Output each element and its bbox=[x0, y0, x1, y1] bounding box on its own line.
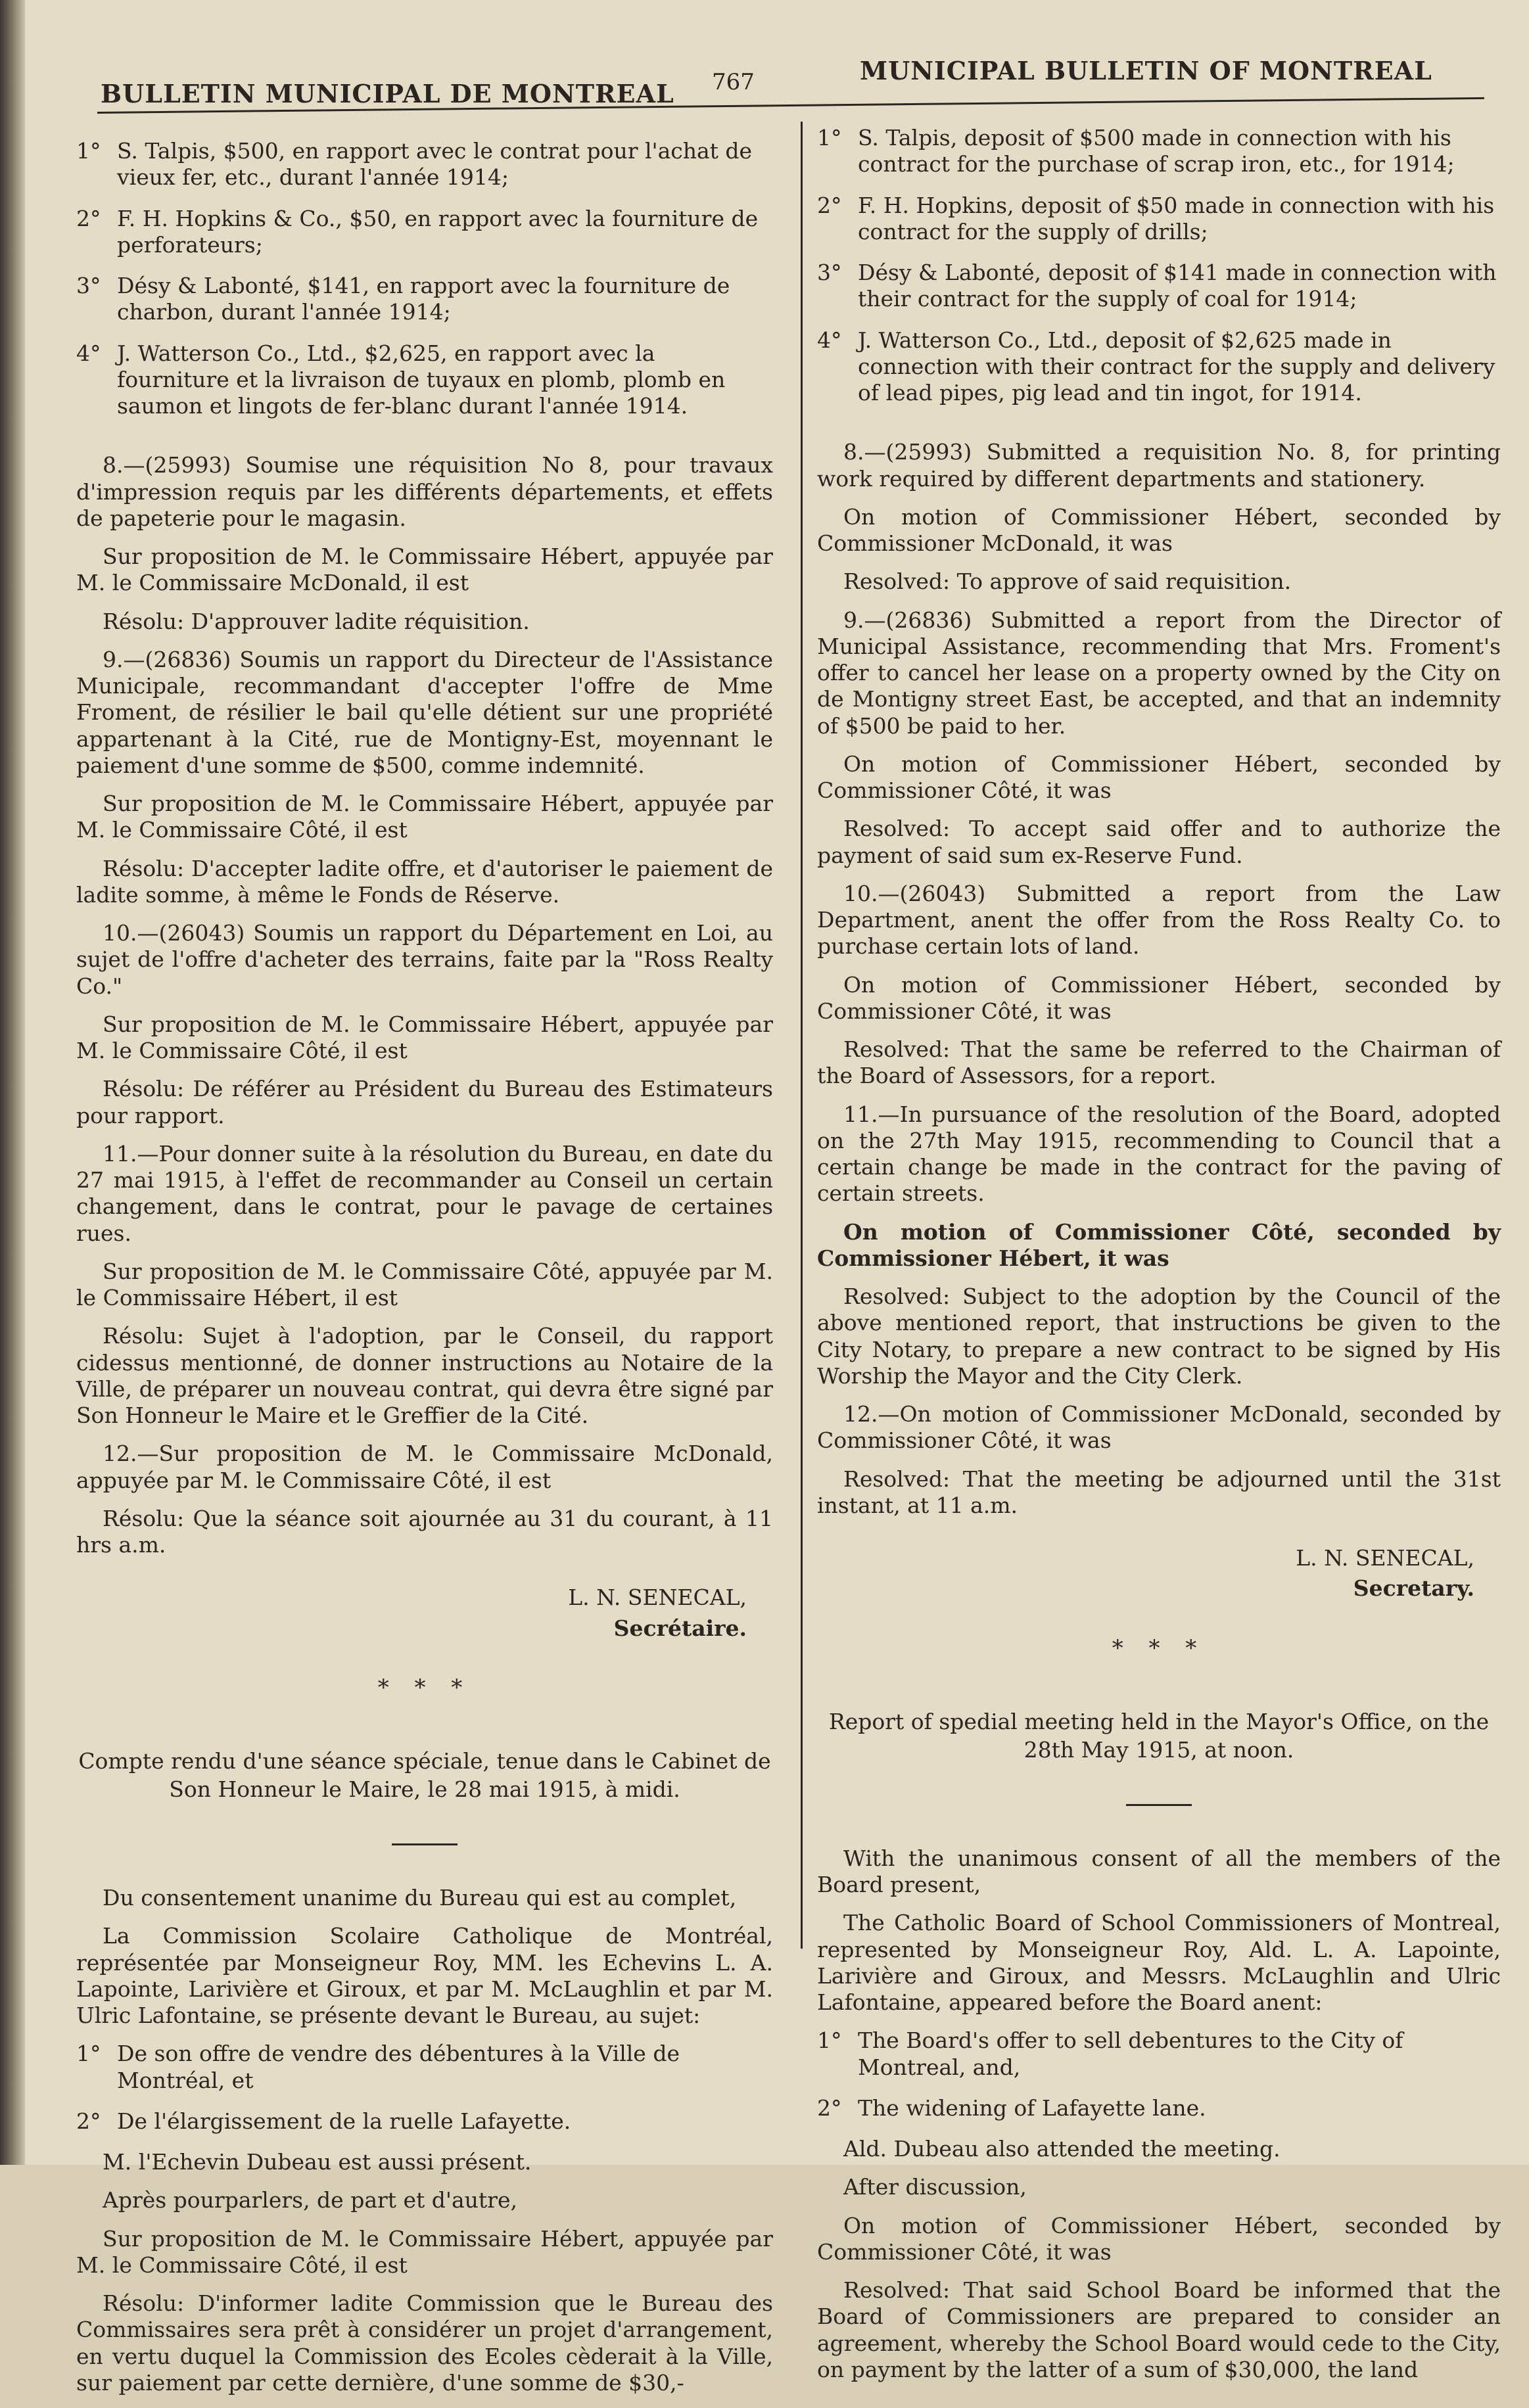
header-title-english: MUNICIPAL BULLETIN OF MONTREAL bbox=[860, 56, 1432, 85]
list-item: 1° De son offre de vendre des débentures à la Ville de Montréal, et bbox=[76, 2041, 680, 2093]
final-resolution: Résolu: D'informer ladite Commission que le Bureau des Commissaires sera prêt à considérer un projet d'arrangement, en vertu duquel la Commission des Ecoles cèderait à la Ville, sur paiement par cette dernière, d'une somme de $30,- bbox=[76, 2290, 773, 2396]
final-motion: Sur proposition de M. le Commissaire Hébert, appuyée par M. le Commissaire Côté, il est bbox=[76, 2225, 773, 2278]
list-item: 1° S. Talpis, $500, en rapport avec le contrat pour l'achat de vieux fer, etc., durant l'année 1914; bbox=[76, 138, 753, 191]
dubeau-paragraph: M. l'Echevin Dubeau est aussi présent. bbox=[103, 2149, 532, 2175]
paragraph-10: 10.—(26043) Submitted a report from the Law Department, anent the offer from the Ross Realty Co. to purchase certain lots of land. bbox=[817, 880, 1501, 960]
signature-title: Secrétaire. bbox=[613, 1615, 747, 1641]
motion-9: Sur proposition de M. le Commissaire Hébert, appuyée par M. le Commissaire Côté, il est bbox=[76, 791, 773, 843]
list-item: 1° S. Talpis, deposit of $500 made in connection with his contract for the purchase of scrap iron, etc., for 1914; bbox=[817, 125, 1455, 177]
dubeau-paragraph: Ald. Dubeau also attended the meeting. bbox=[843, 2136, 1281, 2162]
motion-8: Sur proposition de M. le Commissaire Hébert, appuyée par M. le Commissaire McDonald, il est bbox=[76, 544, 773, 596]
english-column bbox=[817, 125, 1501, 2395]
page-number: 767 bbox=[712, 69, 755, 95]
consent-paragraph: With the unanimous consent of all the members of the Board present, bbox=[817, 1845, 1501, 1897]
motion-11: On motion of Commissioner Côté, seconded by Commissioner Hébert, it was bbox=[817, 1218, 1501, 1271]
list-item: 2° F. H. Hopkins & Co., $50, en rapport avec la fourniture de perforateurs; bbox=[76, 205, 759, 258]
final-motion: On motion of Commissioner Hébert, seconded by Commissioner Côté, it was bbox=[817, 2212, 1501, 2265]
paragraph-11: 11.—Pour donner suite à la résolution du Bureau, en date du 27 mai 1915, à l'effet de recommander au Conseil un certain changement, dans le contrat, pour le pavage de certaines rues. bbox=[76, 1140, 773, 1246]
motion-11: Sur proposition de M. le Commissaire Côté, appuyée par M. le Commissaire Hébert, il est bbox=[76, 1258, 773, 1310]
final-resolution: Resolved: That said School Board be informed that the Board of Commissioners are prepared to consider an agreement, whereby the School Board would cede to the City, on payment by the latter of a sum of $30,000, the land bbox=[817, 2277, 1501, 2382]
list-item: 2° De l'élargissement de la ruelle Lafayette. bbox=[76, 2108, 571, 2134]
book-binding bbox=[0, 0, 25, 2165]
paragraph-8: 8.—(25993) Submitted a requisition No. 8, for printing work required by different departments and stationery. bbox=[817, 439, 1501, 492]
resolution-8: Resolved: To approve of said requisition. bbox=[843, 568, 1292, 595]
resolution-10: Resolved: That the same be referred to the Chairman of the Board of Assessors, for a report. bbox=[817, 1036, 1501, 1089]
signature-name: L. N. SENECAL, bbox=[568, 1585, 747, 1611]
resolution-9: Resolved: To accept said offer and to authorize the payment of said sum ex-Reserve Fund. bbox=[817, 816, 1501, 868]
motion-10: On motion of Commissioner Hébert, seconded by Commissioner Côté, it was bbox=[817, 971, 1501, 1024]
paragraph-12: 12.—Sur proposition de M. le Commissaire McDonald, appuyée par M. le Commissaire Côté, il est bbox=[76, 1441, 773, 1493]
paragraph-11: 11.—In pursuance of the resolution of the Board, adopted on the 27th May 1915, recommending to Council that a certain change be made in the contract for the paving of certain streets. bbox=[817, 1101, 1501, 1207]
list-item: 4° J. Watterson Co., Ltd., deposit of $2,625 made in connection with their contract for the supply and delivery of lead pipes, pig lead and tin ingot, for 1914. bbox=[817, 327, 1495, 405]
motion-8: On motion of Commissioner Hébert, seconded by Commissioner McDonald, it was bbox=[817, 503, 1501, 556]
short-rule bbox=[1126, 1804, 1192, 1806]
paragraph-10: 10.—(26043) Soumis un rapport du Département en Loi, au sujet de l'offre d'acheter des terrains, faite par la "Ross Realty Co." bbox=[76, 920, 773, 999]
list-item: 2° The widening of Lafayette lane. bbox=[817, 2095, 1206, 2121]
list-item: 2° F. H. Hopkins, deposit of $50 made in connection with his contract for the supply of drills; bbox=[817, 192, 1495, 244]
resolution-9: Résolu: D'accepter ladite offre, et d'autoriser le paiement de ladite somme, à même le Fonds de Réserve. bbox=[76, 855, 773, 908]
discussion-paragraph: Après pourparlers, de part et d'autre, bbox=[103, 2187, 517, 2213]
signature-title: Secretary. bbox=[1353, 1575, 1474, 1602]
section-separator: * * * bbox=[1112, 1634, 1206, 1661]
short-rule bbox=[392, 1843, 458, 1845]
paragraph-8: 8.—(25993) Soumise une réquisition No 8, pour travaux d'impression requis par les différents départements, et effets de papeterie pour le magasin. bbox=[76, 452, 773, 531]
motion-10: Sur proposition de M. le Commissaire Hébert, appuyée par M. le Commissaire Côté, il est bbox=[76, 1011, 773, 1063]
consent-paragraph: Du consentement unanime du Bureau qui est au complet, bbox=[103, 1885, 737, 1910]
french-column bbox=[76, 138, 773, 2408]
motion-9: On motion of Commissioner Hébert, seconded by Commissioner Côté, it was bbox=[817, 751, 1501, 803]
special-meeting-title: Compte rendu d'une séance spéciale, tenue dans le Cabinet de Son Honneur le Maire, le 28 mai 1915, à midi. bbox=[78, 1748, 771, 1803]
page bbox=[25, 0, 1529, 2396]
paragraph-9: 9.—(26836) Submitted a report from the Director of Municipal Assistance, recommending that Mrs. Froment's offer to cancel her lease on a property owned by the City on de Montigny street East, be accepted, and that an indemnity of $500 be paid to her. bbox=[817, 607, 1501, 739]
section-separator: * * * bbox=[377, 1674, 472, 1701]
list-item: 3° Désy & Labonté, $141, en rapport avec la fourniture de charbon, durant l'année 1914; bbox=[76, 273, 730, 325]
paragraph-12: 12.—On motion of Commissioner McDonald, seconded by Commissioner Côté, it was bbox=[817, 1401, 1501, 1454]
header-title-french: BULLETIN MUNICIPAL DE MONTREAL bbox=[101, 79, 674, 108]
resolution-11: Resolved: Subject to the adoption by the Council of the above mentioned report, that instructions be given to the City Notary, to prepare a new contract to be signed by His Worship the Mayor and the City Clerk. bbox=[817, 1284, 1501, 1389]
page-header bbox=[25, 36, 1529, 115]
discussion-paragraph: After discussion, bbox=[843, 2174, 1027, 2200]
resolution-12: Resolved: That the meeting be adjourned until the 31st instant, at 11 a.m. bbox=[817, 1466, 1501, 1518]
list-item: 4° J. Watterson Co., Ltd., $2,625, en rapport avec la fourniture et la livraison de tuyaux en plomb, plomb en saumon et lingots de fer-blanc durant l'année 1914. bbox=[76, 340, 726, 419]
column-divider bbox=[801, 122, 803, 1949]
resolution-11: Résolu: Sujet à l'adoption, par le Conseil, du rapport cidessus mentionné, de donner instructions au Notaire de la Ville, de préparer un nouveau contrat, qui devra être signé par Son Honneur le Maire et le Greffier de la Cité. bbox=[76, 1323, 773, 1428]
list-item: 3° Désy & Labonté, deposit of $141 made in connection with their contract for the supply of coal for 1914; bbox=[817, 260, 1497, 312]
paragraph-9: 9.—(26836) Soumis un rapport du Directeur de l'Assistance Municipale, recommandant d'accepter l'offre de Mme Froment, de résilier le bail qu'elle détient sur une propriété appartenant à la Cité, rue de Montigny-Est, moyennant le paiement d'une somme de $500, comme indemnité. bbox=[76, 646, 773, 778]
commission-paragraph: The Catholic Board of School Commissioners of Montreal, represented by Monseigneur Roy, Ald. L. A. Lapointe, Larivière and Giroux, and Messrs. McLaughlin and Ulric Lafontaine, appeared before the Board anent: bbox=[817, 1910, 1501, 2015]
signature-name: L. N. SENECAL, bbox=[1296, 1545, 1474, 1571]
special-meeting-title: Report of spedial meeting held in the Mayor's Office, on the 28th May 1915, at noon. bbox=[828, 1708, 1490, 1763]
resolution-8: Résolu: D'approuver ladite réquisition. bbox=[103, 608, 530, 634]
resolution-12: Résolu: Que la séance soit ajournée au 31 du courant, à 11 hrs a.m. bbox=[76, 1505, 773, 1558]
resolution-10: Résolu: De référer au Président du Bureau des Estimateurs pour rapport. bbox=[76, 1076, 773, 1128]
commission-paragraph: La Commission Scolaire Catholique de Montréal, représentée par Monseigneur Roy, MM. les Echevins L. A. Lapointe, Larivière et Giroux, et par M. McLaughlin et par M. Ulric Lafontaine, se présente devant le Bureau, au sujet: bbox=[76, 1923, 773, 2028]
list-item: 1° The Board's offer to sell debentures to the City of Montreal, and, bbox=[817, 2027, 1403, 2080]
